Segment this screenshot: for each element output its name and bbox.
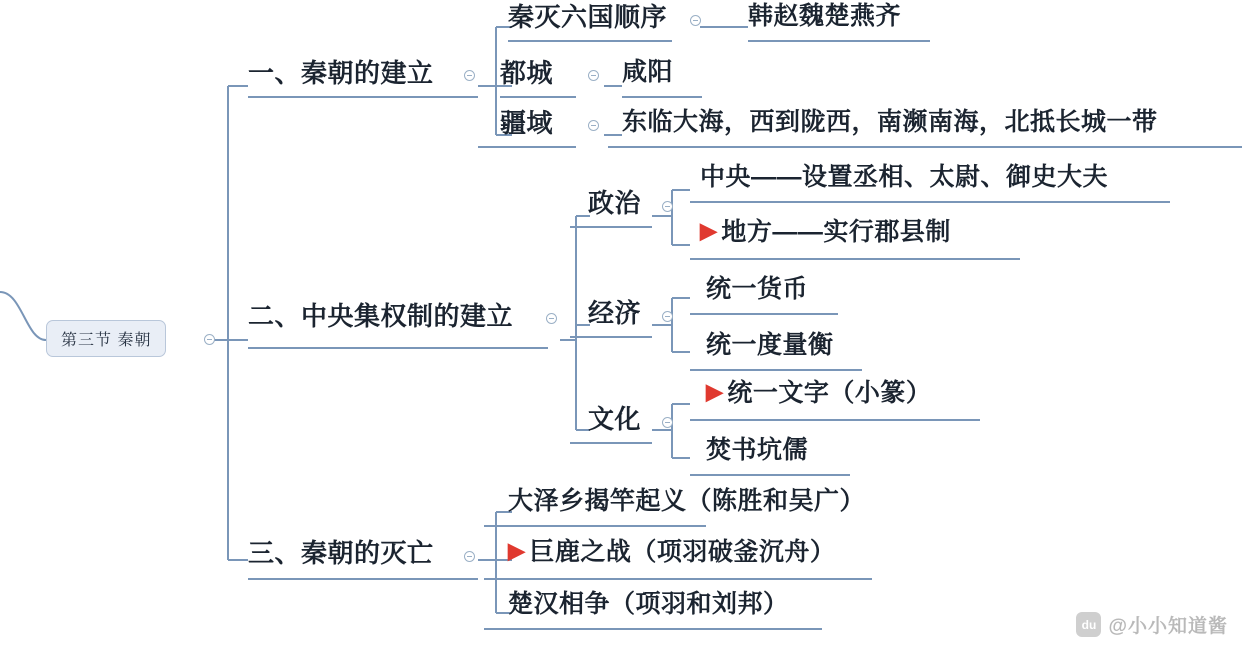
underline xyxy=(570,226,652,228)
collapse-toggle-child-2-3[interactable] xyxy=(662,417,673,428)
root-node[interactable]: 第三节 秦朝 xyxy=(46,320,166,357)
flag-icon: ▶ xyxy=(700,218,718,243)
watermark-badge-icon: du xyxy=(1076,612,1101,637)
underline xyxy=(484,525,706,527)
collapse-toggle-root[interactable] xyxy=(204,334,215,345)
flag-icon: ▶ xyxy=(706,379,724,404)
underline xyxy=(508,40,672,42)
leaf-node-2-1-1[interactable]: 中央——设置丞相、太尉、御史大夫 xyxy=(700,163,1109,191)
collapse-toggle-child-1-1[interactable] xyxy=(690,15,701,26)
leaf-node-2-2-1[interactable]: 统一货币 xyxy=(706,275,809,303)
underline xyxy=(690,313,838,315)
leaf-label: 巨鹿之战（项羽破釜沉舟） xyxy=(529,538,836,566)
child-node-1-1[interactable]: 秦灭六国顺序 xyxy=(508,2,668,32)
branch-node-2[interactable]: 二、中央集权制的建立 xyxy=(248,301,514,331)
branch-node-3[interactable]: 三、秦朝的灭亡 xyxy=(248,538,434,568)
flag-icon: ▶ xyxy=(508,538,526,563)
watermark-text: @小小知道酱 xyxy=(1108,616,1228,637)
collapse-toggle-child-1-3[interactable] xyxy=(588,120,599,131)
underline xyxy=(690,258,1020,260)
watermark xyxy=(1076,611,1228,638)
leaf-node-2-2-2[interactable]: 统一度量衡 xyxy=(706,331,834,359)
underline xyxy=(570,442,652,444)
leaf-node-2-1-2[interactable] xyxy=(700,220,951,250)
underline xyxy=(248,578,478,580)
underline xyxy=(608,146,1242,148)
collapse-toggle-child-2-2[interactable] xyxy=(662,311,673,322)
underline xyxy=(748,40,930,42)
collapse-toggle-child-2-1[interactable] xyxy=(662,201,673,212)
underline xyxy=(570,336,652,338)
child-node-1-3[interactable]: 疆域 xyxy=(500,108,554,138)
collapse-toggle-child-1-2[interactable] xyxy=(588,70,599,81)
underline xyxy=(484,628,822,630)
underline xyxy=(248,347,548,349)
leaf-label: 统一文字（小篆） xyxy=(727,379,932,407)
leaf-node-2-3-2[interactable]: 焚书坑儒 xyxy=(706,436,809,464)
leaf-node-1-2-1[interactable]: 咸阳 xyxy=(622,58,674,86)
underline xyxy=(690,369,862,371)
underline xyxy=(500,96,576,98)
leaf-node-2-3-1[interactable] xyxy=(706,381,931,411)
underline xyxy=(248,96,478,98)
collapse-toggle-branch-3[interactable] xyxy=(464,551,475,562)
leaf-label: 地方——实行郡县制 xyxy=(721,218,951,246)
leaf-node-1-1-1[interactable]: 韩赵魏楚燕齐 xyxy=(748,2,902,30)
child-node-2-2[interactable]: 经济 xyxy=(588,298,642,328)
leaf-node-3-1[interactable]: 大泽乡揭竿起义（陈胜和吴广） xyxy=(508,487,866,515)
child-node-2-3[interactable]: 文化 xyxy=(588,404,642,434)
leaf-node-1-3-1[interactable]: 东临大海，西到陇西，南濒南海，北抵长城一带 xyxy=(622,108,1158,136)
leaf-node-3-3[interactable]: 楚汉相争（项羽和刘邦） xyxy=(508,590,789,618)
underline xyxy=(484,578,872,580)
child-node-2-1[interactable]: 政治 xyxy=(588,188,642,218)
child-node-1-2[interactable]: 都城 xyxy=(500,58,554,88)
collapse-toggle-branch-1[interactable] xyxy=(464,70,475,81)
underline xyxy=(690,474,850,476)
underline xyxy=(690,201,1170,203)
branch-node-1[interactable]: 一、秦朝的建立 xyxy=(248,58,434,88)
collapse-toggle-branch-2[interactable] xyxy=(546,313,557,324)
underline xyxy=(478,146,576,148)
leaf-node-3-2[interactable] xyxy=(508,540,835,570)
underline xyxy=(690,419,980,421)
underline xyxy=(622,96,702,98)
